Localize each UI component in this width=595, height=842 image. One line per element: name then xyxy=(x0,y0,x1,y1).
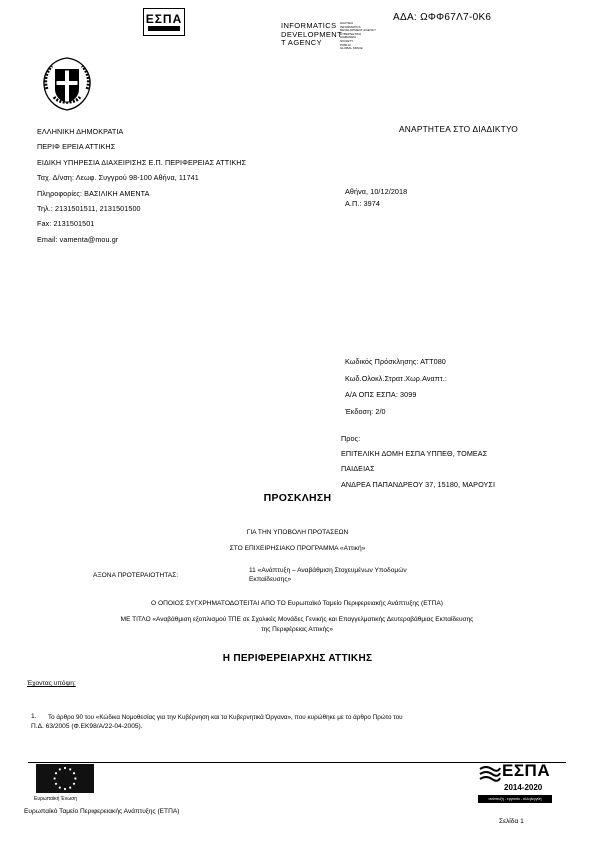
project-title xyxy=(28,615,566,635)
header-line: Fax: 2131501501 xyxy=(37,219,95,229)
item-text xyxy=(48,713,403,723)
agency-small-line: PUBLIC xyxy=(340,42,351,47)
greek-emblem-icon xyxy=(37,55,97,113)
espa-tagline: ανάπτυξη - εργασία - αλληλεγγύη xyxy=(478,795,552,803)
recipient-line: ΠΑΙΔΕΙΑΣ xyxy=(341,464,375,474)
sender-block xyxy=(37,124,246,247)
espa-bottom-word: ΕΣΠΑ xyxy=(502,761,551,780)
espa-logo-word: ΕΣΠΑ xyxy=(145,12,183,26)
agency-small-line: DEVELOPMENT AGENCY xyxy=(340,28,376,33)
header-line: ΠΕΡΙΦ ΕΡΕΙΑ ΑΤΤΙΚΗΣ xyxy=(37,142,116,152)
espa-logo-top xyxy=(143,8,185,36)
subtitle-submission: ΓΙΑ ΤΗΝ ΥΠΟΒΟΛΗ ΠΡΟΤΑΣΕΩΝ xyxy=(246,529,349,536)
publish-notice: ΑΝΑΡΤΗΤΕΑ ΣΤΟ ΔΙΑΔΙΚΤΥΟ xyxy=(399,124,519,134)
project-title-line: της Περιφέρειας Αττικής» xyxy=(261,626,333,633)
codes-block xyxy=(345,354,447,420)
header-line: Ταχ. Δ/νση: Λεωφ. Συγγρού 98-100 Αθήνα, 11741 xyxy=(37,173,199,183)
axis-value xyxy=(249,566,407,584)
espa-years: 2014-2020 xyxy=(504,783,543,792)
issuer-heading: Η ΠΕΡΙΦΕΡΕΙΑΡΧΗΣ ΑΤΤΙΚΗΣ xyxy=(222,653,373,664)
item-text-line: Το άρθρο 90 του «Κώδικα Νομοθεσίας για την Κυβέρνηση και τα Κυβερνητικά Όργανα», που κυρώθηκε με το άρθρο Πρώτο του xyxy=(48,714,403,721)
code-line: Α/Α ΟΠΣ ΕΣΠΑ: 3099 xyxy=(345,390,417,399)
agency-small-text xyxy=(340,22,376,51)
recipient-line: ΕΠΙΤΕΛΙΚΗ ΔΟΜΗ ΕΣΠΑ ΥΠΠΕΘ, ΤΟΜΕΑΣ xyxy=(341,449,488,459)
document-title: ΠΡΟΣΚΛΗΣΗ xyxy=(263,492,332,504)
considering-label: Έχοντας υπόψη: xyxy=(27,680,76,687)
espa-wave-icon xyxy=(478,763,502,785)
agency-small-line: INFORMATICS xyxy=(340,24,361,29)
agency-logo-text xyxy=(281,22,342,48)
project-title-line: ΜΕ ΤΙΤΛΟ «Αναβάθμιση εξοπλισμού ΤΠΕ σε Σχολικές Μονάδες Γενικής και Επαγγελματικής Δευτεροβάθμιας Εκπαίδευσης xyxy=(120,616,474,623)
agency-small-line: ΔΙΑΦΑΝΕΙΑ xyxy=(340,35,357,40)
agency-line: INFORMATICS xyxy=(281,21,337,30)
protocol-number: Α.Π.: 3974 xyxy=(345,199,380,208)
espa-logo-bottom xyxy=(478,761,552,805)
item-number: 1. xyxy=(31,713,37,720)
page-number: Σελίδα 1 xyxy=(499,818,524,825)
agency-small-line: GLOBAL SPACE xyxy=(340,46,363,51)
header-line: Email: vamenta@mou.gr xyxy=(37,234,119,244)
code-line: Κωδ.Ολοκλ.Στρατ.Χωρ.Αναπτ.: xyxy=(345,373,447,383)
axis-label: ΑΞΟΝΑ ΠΡΟΤΕΡΑΙΟΤΗΤΑΣ: xyxy=(93,572,179,579)
agency-small-line: ΔΙΑΥΓΕΙΑ xyxy=(340,21,354,25)
date: Αθήνα, 10/12/2018 xyxy=(345,187,408,196)
header-line: ΕΙΔΙΚΗ ΥΠΗΡΕΣΙΑ ΔΙΑΧΕΙΡΙΣΗΣ Ε.Π. ΠΕΡΙΦΕΡΕΙΑΣ ΑΤΤΙΚΗΣ xyxy=(37,157,247,167)
recipient-line: ΑΝΔΡΕΑ ΠΑΠΑΝΔΡΕΟΥ 37, 15180, ΜΑΡΟΥΣΙ xyxy=(341,479,496,489)
axis-value-line: Εκπαίδευσης» xyxy=(249,576,292,583)
recipient-block xyxy=(341,431,495,492)
agency-small-line: ΚΥΒΕΡΝΗΤΙΚΗ xyxy=(340,31,362,36)
header-line: Τηλ.: 2131501511, 2131501500 xyxy=(37,204,141,214)
subtitle-program: ΣΤΟ ΕΠΙΧΕΙΡΗΣΙΑΚΟ ΠΡΟΓΡΑΜΜΑ «Αττική» xyxy=(229,545,366,552)
agency-line: DEVELOPMENT xyxy=(281,29,343,39)
recipient-label: Προς: xyxy=(341,434,361,443)
fund-name: Ευρωπαϊκό Ταμείο Περιφερειακής Ανάπτυξης (ΕΤΠΑ) xyxy=(24,808,180,815)
header-line: Πληροφορίες: ΒΑΣΙΛΙΚΗ ΑΜΕΝΤΑ xyxy=(37,188,150,198)
cofunding-line: Ο ΟΠΟΙΟΣ ΣΥΓΧΡΗΜΑΤΟΔΟΤΕΙΤΑΙ ΑΠΟ ΤΟ Ευρωπαϊκό Ταμείο Περιφερειακής Ανάπτυξης (ΕΤΠΑ) xyxy=(151,600,443,607)
item-text-line: Π.Δ. 63/2005 (Φ.ΕΚ98/Α/22-04-2005). xyxy=(31,723,143,730)
ada-code: ΑΔΑ: ΩΦΦ67Λ7-0Κ6 xyxy=(393,12,492,23)
code-line: Έκδοση: 2/0 xyxy=(345,406,386,416)
code-line: Κωδικός Πρόσκλησης: ΑΤΤ080 xyxy=(345,357,446,366)
date-block xyxy=(345,186,407,210)
agency-line: T AGENCY xyxy=(281,38,322,47)
axis-value-line: 11 «Ανάπτυξη – Αναβάθμιση Στοχευμένων Υποδομών xyxy=(249,567,407,574)
eu-caption: Ευρωπαϊκή Ένωση xyxy=(34,796,77,802)
eu-flag-icon xyxy=(36,764,94,793)
header-line: ΕΛΛΗΝΙΚΗ ΔΗΜΟΚΡΑΤΙΑ xyxy=(37,127,124,136)
agency-small-line: SOCIETY xyxy=(340,38,354,43)
espa-logo-bar xyxy=(148,26,180,31)
